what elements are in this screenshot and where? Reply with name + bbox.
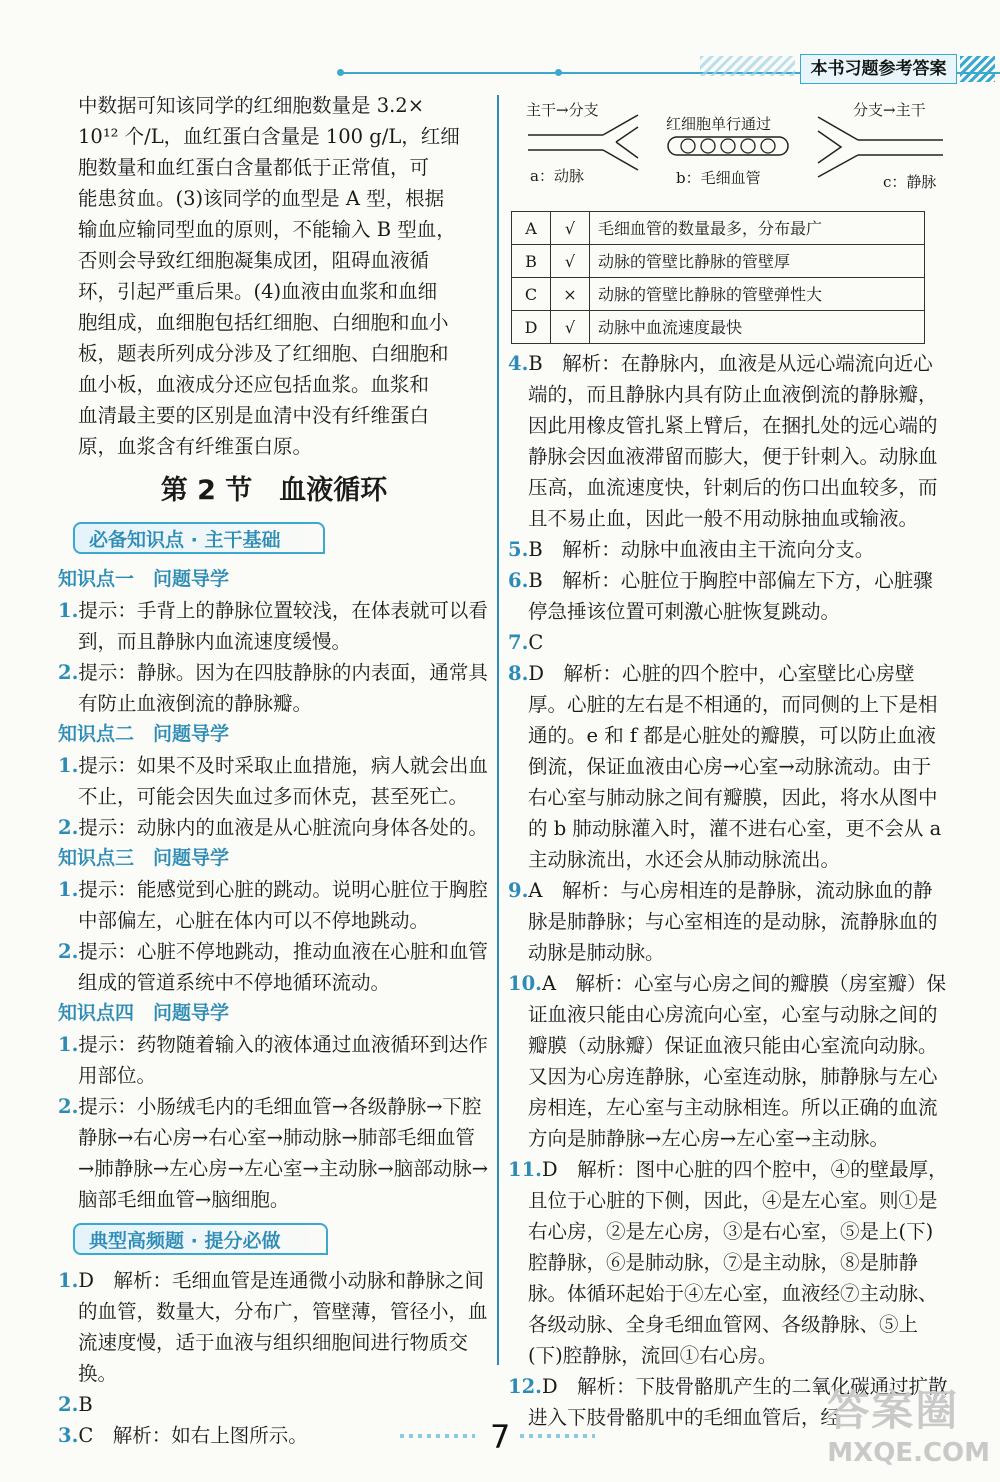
table-row [512, 212, 925, 245]
list-item: 1.提示：如果不及时采取止血措施，病人就会出血不止，可能会因失血过多而休克，甚至死亡。 [58, 754, 488, 808]
header-end-stripes [960, 56, 995, 82]
answer-item: 9.A 解析：与心房相连的是静脉，流动脉血的静脉是肺静脉；与心室相连的是动脉，流静脉血的动脉是肺动脉。 [508, 879, 938, 964]
diagram-label: 主干→分支 [526, 101, 599, 119]
list-item: 2.提示：动脉内的血液是从心脏流向身体各处的。 [58, 816, 488, 839]
intro-line: 输血应输同型血的原则，不能输入 B 型血， [78, 218, 456, 241]
knowledge-point-title: 知识点一 问题导学 [58, 568, 230, 590]
intro-line: 原，血浆含有纤维蛋白原。 [78, 435, 313, 458]
intro-line: 血小板，血液成分还应包括血浆。血浆和 [78, 373, 430, 396]
table-cell: √ [551, 212, 590, 245]
intro-line: 10¹² 个/L，血红蛋白含量是 100 g/L，红细 [78, 125, 460, 148]
diagram-label: 分支→主干 [853, 101, 926, 119]
intro-line: 能患贫血。(3)该同学的血型是 A 型，根据 [78, 187, 445, 210]
diagram-label: b：毛细血管 [676, 169, 761, 187]
table-cell: D [512, 311, 551, 344]
answer-item: 1.D 解析：毛细血管是连通微小动脉和静脉之间的血管，数量大，分布广，管壁薄，管径小，血流速度慢，适于血液与组织细胞间进行物质交换。 [58, 1269, 488, 1385]
intro-line: 血清最主要的区别是血清中没有纤维蛋白 [78, 404, 430, 427]
list-item: 2.提示：心脏不停地跳动，推动血液在心脏和血管组成的管道系统中不停地循环流动。 [58, 940, 488, 994]
answer-item: 7.C [508, 631, 544, 654]
left-column [58, 90, 490, 1451]
table-cell: 毛细血管的数量最多，分布最广 [590, 212, 925, 245]
page-number-decoration [400, 1434, 475, 1438]
table-row [512, 311, 925, 344]
vessel-diagram [508, 95, 948, 207]
list-item: 2.提示：小肠绒毛内的毛细血管→各级静脉→下腔静脉→右心房→右心室→肺动脉→肺部毛细血管→肺静脉→左心房→左心室→主动脉→脑部动脉→脑部毛细血管→脑细胞。 [58, 1095, 489, 1211]
list-item: 1.提示：能感觉到心脏的跳动。说明心脏位于胸腔中部偏左，心脏在体内可以不停地跳动。 [58, 878, 488, 932]
intro-line: 中数据可知该同学的红细胞数量是 3.2× [78, 94, 425, 117]
banner-required-knowledge: 必备知识点 · 主干基础 [73, 522, 325, 554]
page-number: 7 [490, 1418, 511, 1456]
diagram-label: c：静脉 [883, 173, 937, 191]
answer-item: 10.A 解析：心室与心房之间的瓣膜（房室瓣）保证血液只能由心房流向心室，心室与动脉之间的瓣膜（动脉瓣）保证血液只能由心室流向动脉。又因为心房连静脉，心室连动脉，肺静脉与左心房相连，左心室与主动脉相连。所以正确的血流方向是肺静脉→左心房→左心室→主动脉。 [508, 972, 947, 1150]
page-number-decoration [520, 1434, 595, 1438]
banner-typical-questions: 典型高频题 · 提分必做 [73, 1223, 328, 1255]
intro-line: 板，题表所列成分涉及了红细胞、白细胞和 [78, 342, 449, 365]
table-row [512, 278, 925, 311]
answer-item: 11.D 解析：图中心脏的四个腔中，④的壁最厚，且位于心脏的下侧，因此，④是左心室。则①是右心房，②是左心房，③是右心室，⑤是上(下)腔静脉，⑥是肺动脉，⑦是主动脉，⑧是肺静脉。体循环起始于④左心室，血液经⑦主动脉、各级动脉、全身毛细血管网、各级静脉、⑤上(下)腔静脉，流回①右心房。 [508, 1158, 948, 1367]
table-row [512, 245, 925, 278]
table-cell: 动脉的管壁比静脉的管壁弹性大 [590, 278, 925, 311]
right-column [508, 95, 948, 1433]
column-divider [497, 95, 499, 1365]
answer-item: 4.B 解析：在静脉内，血液是从远心端流向近心端的，而且静脉内具有防止血液倒流的静脉瓣，因此用橡皮管扎紧上臂后，在捆扎处的远心端的静脉会因血液滞留而膨大，便于针刺入。动脉血压高，血流速度快，针刺后的伤口出血较多，而且不易止血，因此一般不用动脉抽血或输液。 [508, 352, 938, 530]
table-cell: √ [551, 245, 590, 278]
table-cell: C [512, 278, 551, 311]
table-cell: A [512, 212, 551, 245]
section-title: 第 2 节 血液循环 [160, 475, 388, 506]
knowledge-point-title: 知识点二 问题导学 [58, 723, 230, 745]
table-cell: B [512, 245, 551, 278]
intro-line: 胞组成，血细胞包括红细胞、白细胞和血小 [78, 311, 449, 334]
knowledge-point-title: 知识点三 问题导学 [58, 847, 230, 869]
answer-item: 3.C 解析：如右上图所示。 [58, 1424, 308, 1447]
table-cell: 动脉中血流速度最快 [590, 311, 925, 344]
header-stripes [700, 56, 795, 76]
intro-line: 胞数量和血红蛋白含量都低于正常值，可 [78, 156, 430, 179]
list-item: 1.提示：手背上的静脉位置较浅，在体表就可以看到，而且静脉内血流速度缓慢。 [58, 599, 488, 653]
list-item: 2.提示：静脉。因为在四肢静脉的内表面，通常具有防止血液倒流的静脉瓣。 [58, 661, 488, 715]
intro-line: 否则会导致红细胞凝集成团，阻碍血液循 [78, 249, 430, 272]
answer-item: 12.D 解析：下肢骨骼肌产生的二氧化碳通过扩散进入下肢骨骼肌中的毛细血管后，经 [508, 1375, 948, 1429]
answer-item: 8.D 解析：心脏的四个腔中，心室壁比心房壁厚。心脏的左右是不相通的，而同侧的上下是相通的。e 和 f 都是心脏处的瓣膜，可以防止血液倒流，保证血液由心房→心室→动脉流动。由于右心室与肺动脉之间有瓣膜，因此，将水从图中的 b 肺动脉灌入时，灌不进右心室，更不会从 a 主动脉流出，水还会从肺动脉流出。 [508, 662, 942, 871]
answer-table [511, 211, 925, 344]
table-cell: 动脉的管壁比静脉的管壁厚 [590, 245, 925, 278]
list-item: 1.提示：药物随着输入的液体通过血液循环到达作用部位。 [58, 1033, 488, 1087]
answer-item: 6.B 解析：心脏位于胸腔中部偏左下方，心脏骤停急捶该位置可刺激心脏恢复跳动。 [508, 569, 933, 623]
header-title: 本书习题参考答案 [800, 54, 957, 84]
diagram-label: 红细胞单行通过 [666, 115, 772, 133]
intro-line: 环，引起严重后果。(4)血液由血浆和血细 [78, 280, 438, 303]
watermark-logo: 答案圈 [827, 1386, 960, 1435]
knowledge-point-title: 知识点四 问题导学 [58, 1002, 230, 1024]
answer-item: 5.B 解析：动脉中血液由主干流向分支。 [508, 538, 875, 561]
watermark-url: MXQE.COM [827, 1438, 990, 1468]
header-dot [555, 69, 562, 76]
watermark [827, 1378, 990, 1468]
answer-item: 2.B [58, 1393, 93, 1416]
table-cell: √ [551, 311, 590, 344]
intro-paragraph [58, 90, 490, 462]
diagram-label: a：动脉 [530, 167, 584, 185]
table-cell: × [551, 278, 590, 311]
header-dot [337, 69, 344, 76]
